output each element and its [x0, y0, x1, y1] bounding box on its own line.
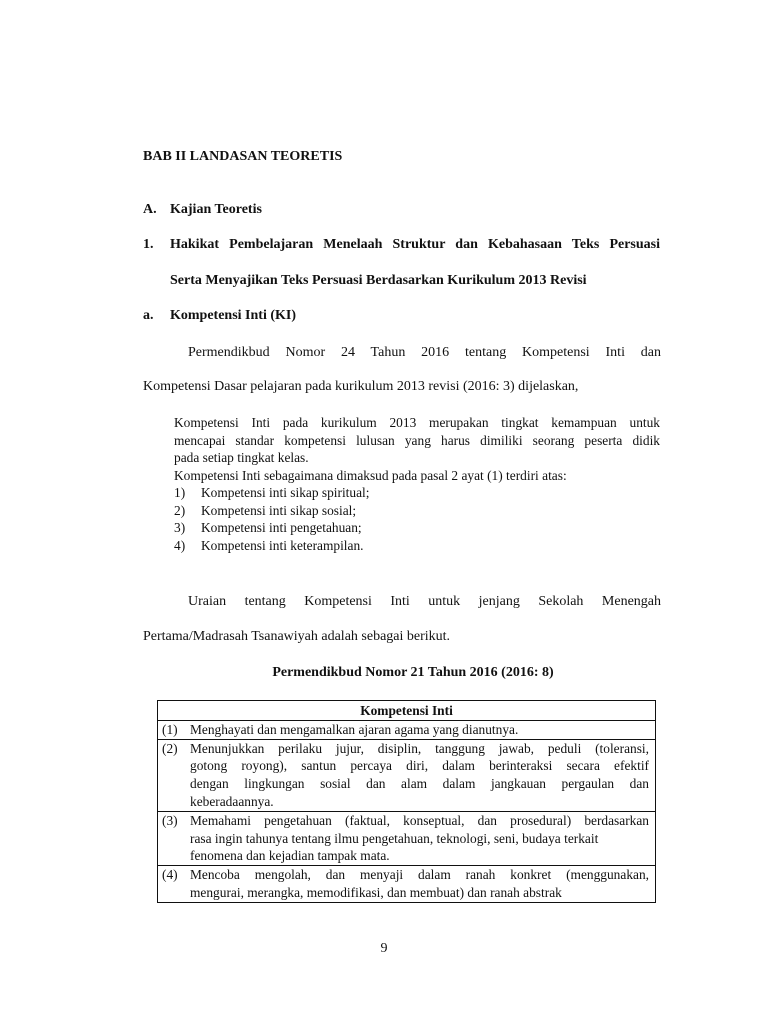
list-number: 1)	[174, 485, 186, 500]
row-text-line: gotong royong), santun percaya diri, dalam berinteraksi secara efektif	[190, 758, 649, 774]
row-number: (4)	[162, 867, 178, 883]
section-1-title-line2: Serta Menyajikan Teks Persuasi Berdasarkan Kurikulum 2013 Revisi	[170, 273, 587, 288]
quote-list-item	[174, 484, 660, 502]
table-header: Kompetensi Inti	[158, 701, 656, 721]
table-row	[158, 739, 656, 811]
subsection-a-marker: a.	[143, 308, 154, 323]
section-a-title: Kajian Teoretis	[170, 202, 262, 217]
page-number: 9	[380, 941, 388, 956]
row-number: (3)	[162, 812, 178, 828]
row-text-line: Mencoba mengolah, dan menyaji dalam ranah konkret (menggunakan,	[190, 867, 649, 883]
table-cell	[158, 739, 656, 811]
list-number: 2)	[174, 502, 186, 518]
table-row	[158, 811, 656, 865]
paragraph-2-line2: Pertama/Madrasah Tsanawiyah adalah sebagai berikut.	[143, 629, 451, 644]
quote-line-4: Kompetensi Inti sebagaimana dimaksud pada pasal 2 ayat (1) terdiri atas:	[174, 467, 567, 483]
quote-list-item	[174, 537, 660, 555]
table-row	[158, 866, 656, 903]
row-number: (2)	[162, 740, 178, 756]
list-number: 3)	[174, 520, 186, 535]
table-cell	[158, 720, 656, 739]
kompetensi-inti-table	[157, 700, 656, 903]
quote-line-3: pada setiap tingkat kelas.	[174, 450, 309, 465]
quote-list-item	[174, 519, 660, 537]
quote-list-item	[174, 502, 660, 520]
list-text: Kompetensi inti keterampilan.	[201, 537, 364, 553]
table-row	[158, 720, 656, 739]
table-cell	[158, 811, 656, 865]
list-text: Kompetensi inti sikap spiritual;	[201, 485, 370, 500]
row-number: (1)	[162, 721, 178, 737]
row-text-line: Menunjukkan perilaku jujur, disiplin, tanggung jawab, peduli (toleransi,	[190, 740, 649, 756]
block-quote	[174, 414, 660, 554]
list-text: Kompetensi inti sikap sosial;	[201, 502, 357, 518]
row-text-line: dengan lingkungan sosial dan alam dalam jangkauan pergaulan dan	[190, 776, 649, 792]
section-1-marker: 1.	[143, 237, 154, 252]
row-text-line: fenomena dan kejadian tampak mata.	[190, 848, 390, 864]
table-caption: Permendikbud Nomor 21 Tahun 2016 (2016: 8)	[272, 665, 554, 680]
quote-line-1: Kompetensi Inti pada kurikulum 2013 merupakan tingkat kemampuan untuk	[174, 415, 660, 430]
section-a-marker: A.	[143, 202, 157, 217]
subsection-a-title: Kompetensi Inti (KI)	[170, 308, 296, 323]
table-cell	[158, 866, 656, 903]
row-text-line: mengurai, merangka, memodifikasi, dan membuat) dan ranah abstrak	[190, 884, 562, 900]
paragraph-1-line2: Kompetensi Dasar pelajaran pada kurikulum 2013 revisi (2016: 3) dijelaskan,	[143, 379, 579, 394]
section-1-title-line1: Hakikat Pembelajaran Menelaah Struktur dan Kebahasaan Teks Persuasi	[170, 237, 660, 252]
table-header-row	[158, 701, 656, 721]
paragraph-2-line1: Uraian tentang Kompetensi Inti untuk jenjang Sekolah Menengah	[188, 594, 661, 609]
chapter-title: BAB II LANDASAN TEORETIS	[143, 149, 343, 164]
row-text-line: Menghayati dan mengamalkan ajaran agama yang dianutnya.	[190, 721, 519, 737]
paragraph-1-line1: Permendikbud Nomor 24 Tahun 2016 tentang Kompetensi Inti dan	[188, 345, 661, 360]
row-text-line: rasa ingin tahunya tentang ilmu pengetahuan, teknologi, seni, budaya terkait	[190, 830, 599, 846]
row-text-line: Memahami pengetahuan (faktual, konseptual, dan prosedural) berdasarkan	[190, 812, 649, 828]
list-text: Kompetensi inti pengetahuan;	[201, 520, 362, 535]
quote-line-2: mencapai standar kompetensi lulusan yang harus dimiliki seorang peserta didik	[174, 432, 660, 448]
list-number: 4)	[174, 537, 186, 553]
row-text-line: keberadaannya.	[190, 793, 274, 809]
